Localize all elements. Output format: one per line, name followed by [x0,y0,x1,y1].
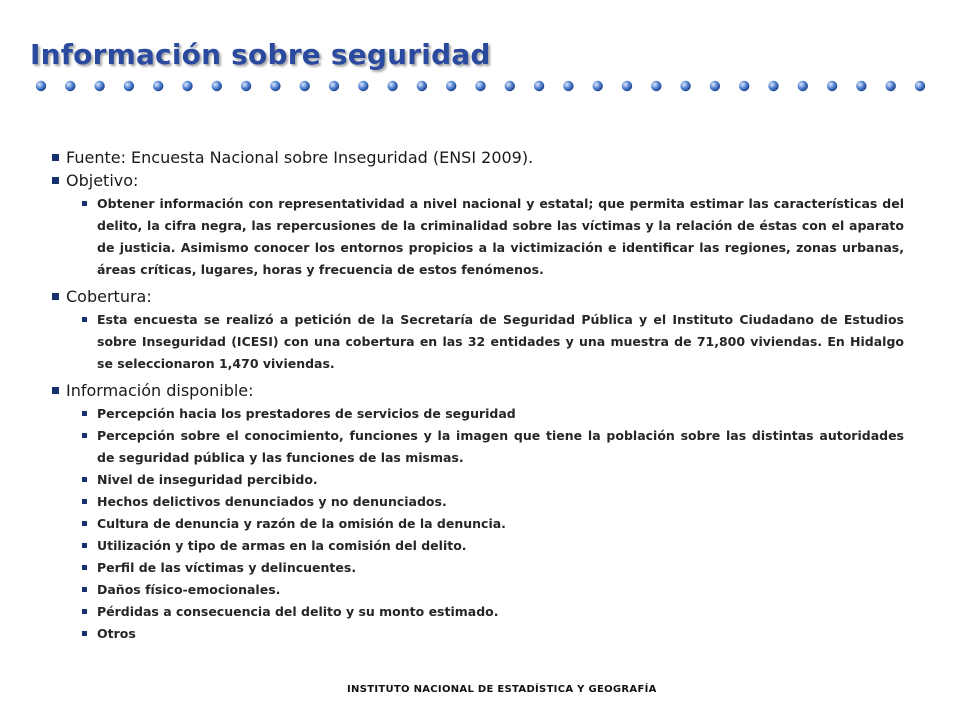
list-item-text: Percepción sobre el conocimiento, funciones y la imagen que tiene la población sobre las distintas autoridades de seguridad pública y las funciones de las mismas. [97,428,904,465]
list-item [82,513,904,535]
list-item-text: Perfil de las víctimas y delincuentes. [97,560,357,575]
dot-icon [94,81,104,91]
dot-icon [915,81,925,91]
list-item-text: Hechos delictivos denunciados y no denunciados. [97,494,447,509]
dot-icon [153,81,163,91]
dot-icon [534,81,544,91]
square-bullet-icon [52,293,59,300]
page-title: Información sobre seguridad [30,38,491,71]
list-item-text: Cultura de denuncia y razón de la omisión de la denuncia. [97,516,506,531]
square-bullet-icon [82,317,87,322]
subitem-list [82,193,904,281]
square-bullet-icon [82,499,87,504]
content-area [52,146,904,649]
section-label: Fuente: Encuesta Nacional sobre Inseguridad (ENSI 2009). [66,148,534,167]
section-item-1 [52,146,904,169]
list-item-text: Nivel de inseguridad percibido. [97,472,318,487]
square-bullet-icon [52,154,59,161]
dot-icon [387,81,397,91]
list-item [82,491,904,513]
dot-icon [358,81,368,91]
section-label: Objetivo: [66,171,139,190]
list-item [82,403,904,425]
square-bullet-icon [82,565,87,570]
dot-icon [505,81,515,91]
subitem-list [82,309,904,375]
list-item [82,557,904,579]
list-item [82,623,904,645]
list-item-text: Percepción hacia los prestadores de servicios de seguridad [97,406,516,421]
dot-icon [300,81,310,91]
dot-icon [65,81,75,91]
dot-icon [827,81,837,91]
dot-icon [124,81,134,91]
square-bullet-icon [52,387,59,394]
dot-icon [886,81,896,91]
list-item [82,601,904,623]
dot-icon [593,81,603,91]
list-item-text: Pérdidas a consecuencia del delito y su monto estimado. [97,604,499,619]
dot-icon [270,81,280,91]
section-item-3 [52,285,904,375]
decorative-dot-line [34,76,934,96]
dot-icon [651,81,661,91]
dot-icon [182,81,192,91]
list-item [82,193,904,281]
subitem-list [82,403,904,645]
dot-icon [680,81,690,91]
square-bullet-icon [82,521,87,526]
section-label: Cobertura: [66,287,152,306]
section-list [52,146,904,645]
square-bullet-icon [82,433,87,438]
dot-icon [36,81,46,91]
dot-icon [768,81,778,91]
square-bullet-icon [82,631,87,636]
footer-institution: INSTITUTO NACIONAL DE ESTADÍSTICA Y GEOGRAFÍA [347,684,657,695]
dot-icon [622,81,632,91]
section-item-2 [52,169,904,281]
dot-icon [446,81,456,91]
dot-icon [563,81,573,91]
square-bullet-icon [82,609,87,614]
dot-icon [417,81,427,91]
dot-icon [329,81,339,91]
section-label: Información disponible: [66,381,254,400]
dot-icon [710,81,720,91]
list-item-text: Otros [97,626,136,641]
list-item-text: Utilización y tipo de armas en la comisión del delito. [97,538,467,553]
dot-icon [241,81,251,91]
list-item-text: Obtener información con representatividad a nivel nacional y estatal; que permita estimar las características del delito, la cifra negra, las repercusiones de la criminalidad sobre las víctimas y la relación de éstas con el aparato de justicia. Asimismo conocer los entornos propicios a la victimización e identificar las regiones, zonas urbanas, áreas críticas, lugares, horas y frecuencia de estos fenómenos. [97,196,904,277]
list-item-text: Daños físico-emocionales. [97,582,281,597]
list-item [82,535,904,557]
dot-icon [856,81,866,91]
dot-icon [475,81,485,91]
square-bullet-icon [82,587,87,592]
dot-icon [739,81,749,91]
section-item-4 [52,379,904,645]
dot-icon [798,81,808,91]
list-item-text: Esta encuesta se realizó a petición de la Secretaría de Seguridad Pública y el Instituto Ciudadano de Estudios sobre Inseguridad (ICESI) con una cobertura en las 32 entidades y una muestra de 71,800 viviendas. En Hidalgo se seleccionaron 1,470 viviendas. [97,312,904,371]
dot-icon [212,81,222,91]
list-item [82,469,904,491]
square-bullet-icon [82,543,87,548]
square-bullet-icon [52,177,59,184]
square-bullet-icon [82,201,87,206]
square-bullet-icon [82,411,87,416]
list-item [82,579,904,601]
list-item [82,425,904,469]
list-item [82,309,904,375]
square-bullet-icon [82,477,87,482]
